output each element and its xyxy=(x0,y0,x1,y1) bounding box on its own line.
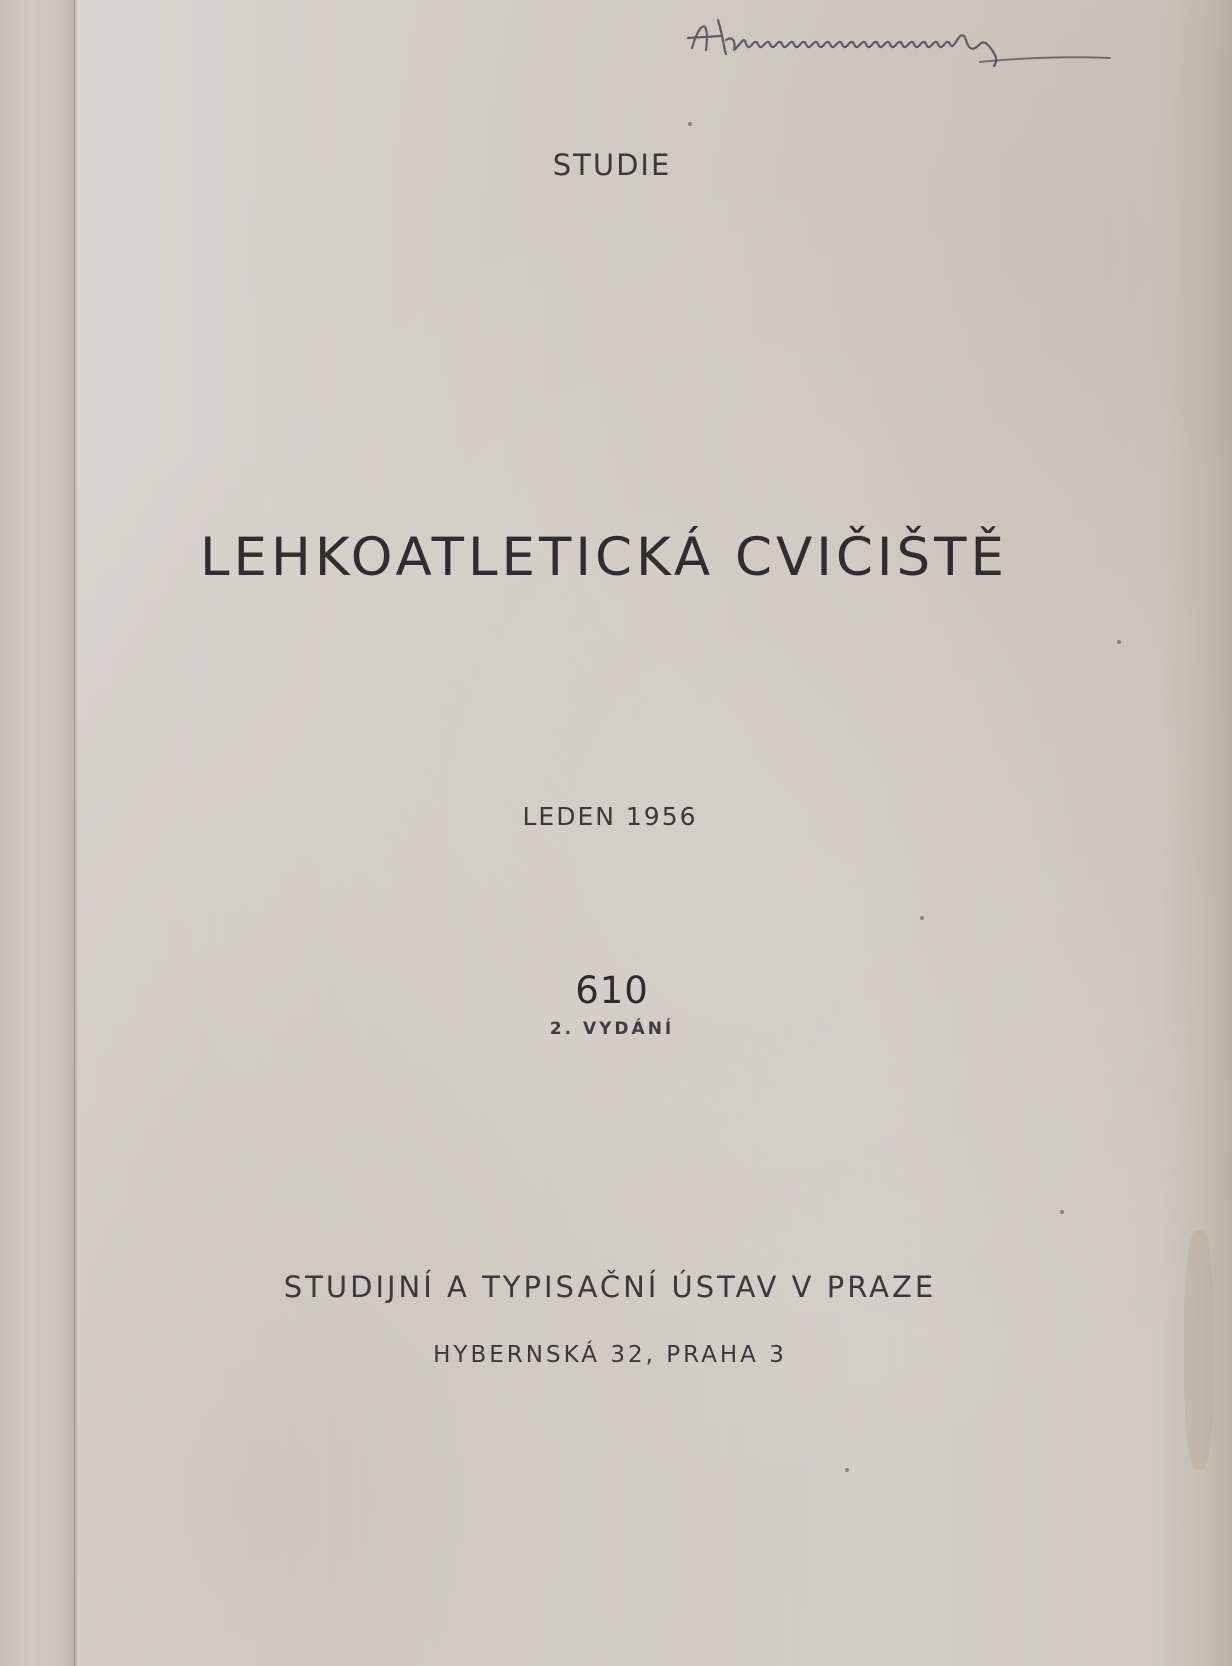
spine-fold-shadow xyxy=(74,0,78,1666)
paper-speck xyxy=(1117,640,1121,644)
publication-date: LEDEN 1956 xyxy=(522,802,698,831)
paper-speck xyxy=(845,1468,849,1472)
paper-speck xyxy=(1060,1210,1064,1214)
handwritten-signature xyxy=(680,10,1120,80)
publisher-name: STUDIJNÍ A TYPISAČNÍ ÚSTAV V PRAZE xyxy=(283,1270,937,1304)
cover-title: LEHKOATLETICKÁ CVIČIŠTĚ xyxy=(199,527,1009,588)
paper-speck xyxy=(688,122,692,126)
binding-spine xyxy=(0,0,75,1666)
series-label: STUDIE xyxy=(552,148,672,182)
edition-label: 2. VYDÁNÍ xyxy=(549,1019,675,1039)
paper-speck xyxy=(920,916,924,920)
publisher-address: HYBERNSKÁ 32, PRAHA 3 xyxy=(433,1342,787,1368)
publication-number: 610 xyxy=(575,969,649,1012)
